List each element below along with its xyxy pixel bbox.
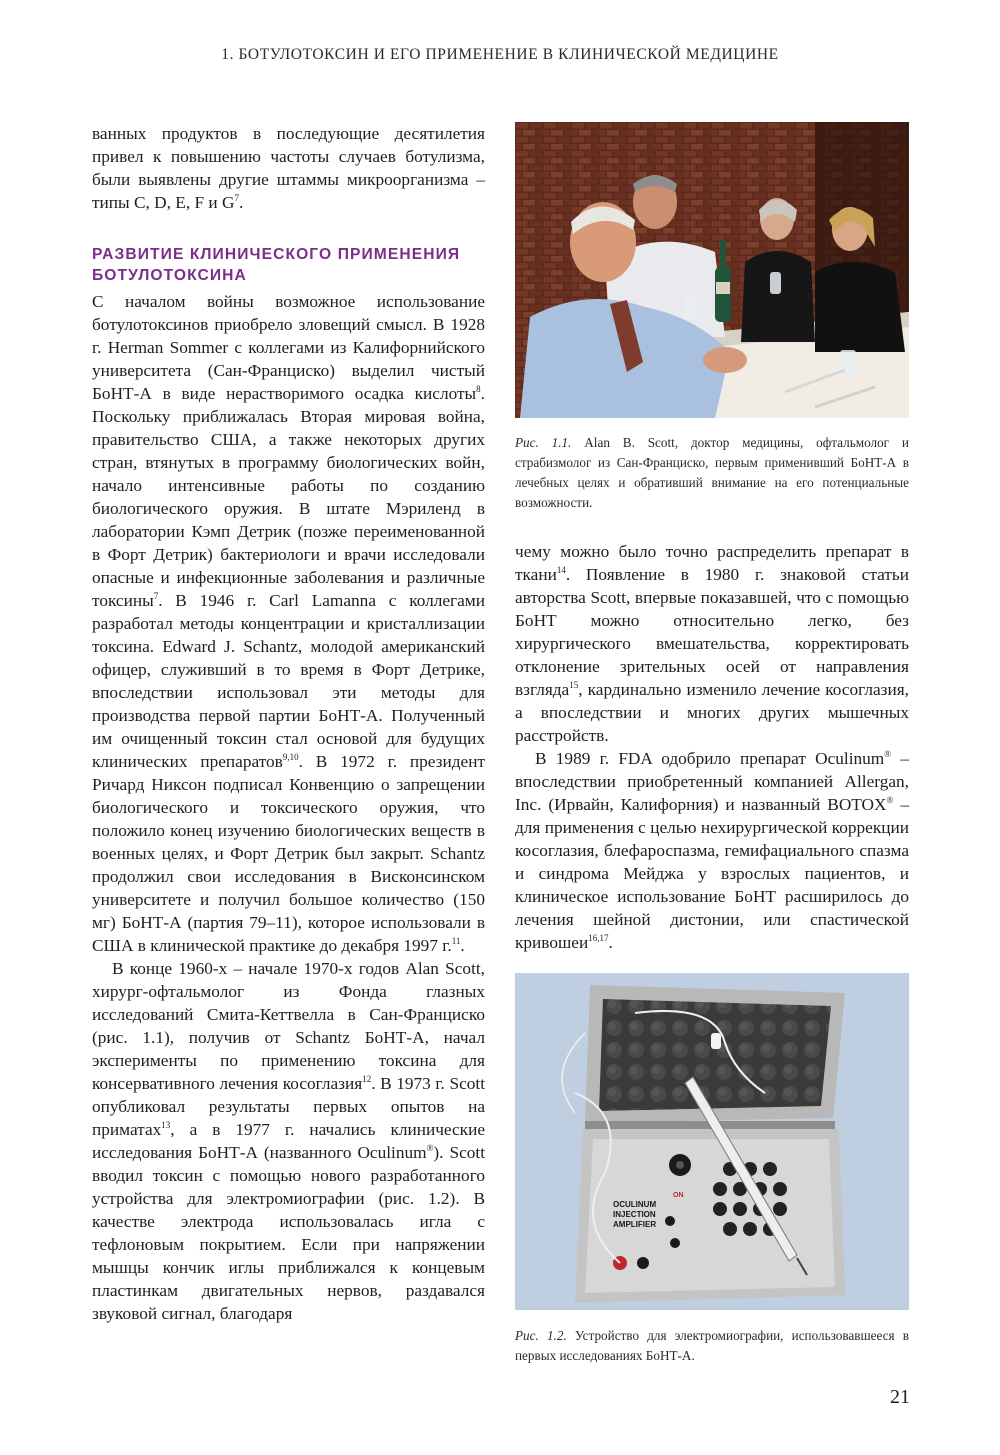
reference-marker: 8 <box>476 384 481 395</box>
section-heading: РАЗВИТИЕ КЛИНИЧЕСКОГО ПРИМЕНЕНИЯ БОТУЛОТОКСИНА <box>92 246 461 284</box>
page-number: 21 <box>890 1386 910 1408</box>
reference-marker: 7 <box>153 591 159 602</box>
reference-marker: 7 <box>234 193 239 204</box>
reference-marker: 9,10 <box>282 752 299 763</box>
figure-1-2-caption: Рис. 1.2. Устройство для электромиографии, использовавшееся в первых исследованиях БоНТ-А. <box>515 1328 909 1363</box>
registered-mark: ® <box>426 1143 434 1154</box>
restaurant-photo-illustration <box>515 122 909 418</box>
figure-label: Рис. 1.1. <box>515 435 572 450</box>
running-head: 1. БОТУЛОТОКСИН И ЕГО ПРИМЕНЕНИЕ В КЛИНИЧЕСКОЙ МЕДИЦИНЕ <box>221 46 779 63</box>
reference-marker: 14 <box>556 565 566 576</box>
right-column <box>515 540 909 954</box>
paragraph-scott: В конце 1960-х – начале 1970-х годов Alan Scott, хирург-офтальмолог из Фонда глазных исследований Смита-Кеттвелла в Сан-Франциско (рис. 1.1), получив от Schantz БоНТ-А, начал эксперименты по применению токсина для консервативного лечения косоглазия$^{12}$. В 1973 г. Scott опубликовал результаты первых опытов на приматах$^{13}$, а в 1977 г. начались клинические исследования БоНТ-А (названного Oculinum®). Scott вводил токсин с помощью нового разработанного устройства для электромиографии (рис. 1.2). В качестве электрода использовалась игла с тефлоновым покрытием. Если при напряжении мышцы кончик иглы приближался к концевым пластинкам двигательных нервов, раздавался звуковой сигнал, благодаря <box>92 959 486 1323</box>
paragraph-scott-continued: чему можно было точно распределить препарат в ткани$^{14}$. Появление в 1980 г. знаковой статьи авторства Scott, впервые показавшей, что с помощью БоНТ можно относительно легко, без хирургического вмешательства, корректировать отклонение зрительных осей от направления взгляда$^{15}$, кардинально изменило лечение косоглазия, а впоследствии и многих других мышечных расстройств. <box>515 542 909 745</box>
figure-1-1-caption: Рис. 1.1. Alan B. Scott, доктор медицины, офтальмолог и страбизмолог из Сан-Франциско, первым применивший БоНТ-А в лечебных целях и обративший внимание на его потенциальные возможности. <box>515 435 909 510</box>
device-label-line-3: AMPLIFIER <box>613 1220 657 1229</box>
device-label-line-2: INJECTION <box>613 1210 656 1219</box>
reference-marker: 12 <box>362 1074 372 1085</box>
paragraph-continued: ванных продуктов в последующие десятилетия привел к повышению частоты случаев ботулизма, были выявлены другие штаммы микроорганизма – типы C, D, E, F и $G^7$. <box>92 124 485 212</box>
left-column <box>92 122 485 1325</box>
reference-marker: 16,17 <box>588 933 609 944</box>
emg-device-illustration <box>515 973 909 1310</box>
registered-mark: ® <box>886 795 894 806</box>
reference-marker: 13 <box>161 1120 171 1131</box>
figure-1-1-photo <box>515 122 909 418</box>
figure-1-2-photo <box>515 973 909 1310</box>
device-label-line-1: OCULINUM <box>613 1200 657 1209</box>
reference-marker: 11 <box>451 936 461 947</box>
figure-label: Рис. 1.2. <box>515 1328 567 1343</box>
switch-label: ON <box>673 1192 684 1199</box>
paragraph-fda: В 1989 г. FDA одобрило препарат Oculinum® – впоследствии приобретенный компанией Allergan, Inc. (Ирвайн, Калифорния) и названный BOTOX® – для применения с целью нехирургической коррекции косоглазия, блефароспазма, гемифациального спазма и синдрома Мейджа у взрослых пациентов, и клиническое использование БоНТ расширилось до лечения шейной дистонии, или спастической кривошеи$^{16,17}$. <box>515 749 909 952</box>
registered-mark: ® <box>884 749 892 760</box>
reference-marker: 15 <box>569 680 579 691</box>
paragraph-war-history: С началом войны возможное использование ботулотоксинов приобрело зловещий смысл. В 1928 г. Herman Sommer с коллегами из Калифорнийского университета (Сан-Франциско) выделил чистый БоНТ-А в виде нерастворимого осадка кислоты$^8$. Поскольку приближалась Вторая мировая война, правительство США, а также некоторых других стран, втянутых в программу биологических войн, начало интенсивные работы по созданию биологического оружия. В штате Мэриленд в лаборатории Кэмп Детрик (позже переименованной в Форт Детрик) бактериологи и врачи исследовали опасные и инфекционные заболевания и различные токсины$^7$. В 1946 г. Carl Lamanna с коллегами разработал методы концентрации и кристаллизации токсина. Edward J. Schantz, молодой американский офицер, служивший в то время в Форт Детрике, впоследствии использовал эти методы для производства первой партии БоНТ-А. Полученный им очищенный токсин стал основой для будущих клинических препаратов$^{9,10}$. В 1972 г. президент Ричард Никсон подписал Конвенцию о запрещении биологического и токсического оружия, что положило конец изучению биологических веществ в военных целях, и Форт Детрик был закрыт. Schantz продолжил свои исследования в Висконсинском университете и получил большое количество (150 мг) БоНТ-А (партия 79–11), которое использовали в США в клинической практике до декабря 1997 г.$^{11}$. <box>92 292 486 955</box>
